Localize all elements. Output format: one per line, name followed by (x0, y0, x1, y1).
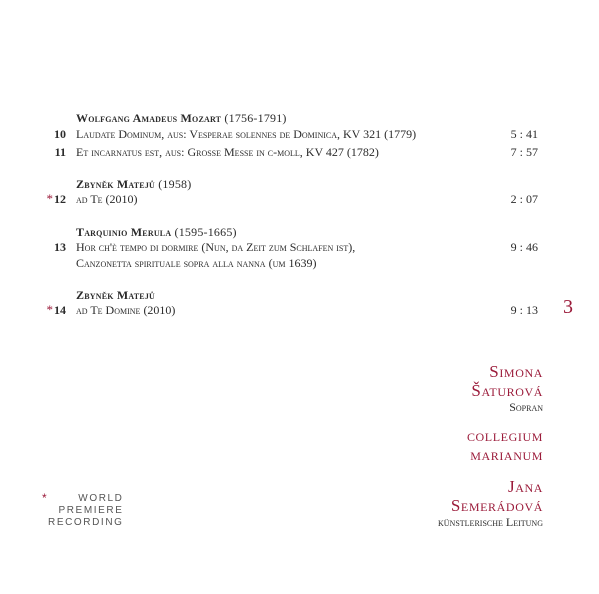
track-title-line2: Canzonetta spirituale sopra alla nanna (um 1639) (76, 256, 317, 270)
premiere-star-icon: * (42, 491, 49, 505)
performer-name-line: Šaturová (471, 381, 543, 400)
performer-name-line: collegium (466, 426, 543, 445)
track-title: ad Te (2010) (76, 192, 138, 206)
track-row (40, 126, 538, 142)
performer-name-line: marianum (470, 445, 543, 464)
page-number: 3 (563, 296, 573, 318)
performer-name-line: Simona (489, 362, 543, 381)
legend-line: WORLD (78, 493, 124, 504)
performer-name-line: Semerádová (450, 496, 543, 515)
performer-name-line: Jana (507, 477, 543, 496)
world-premiere-legend (42, 491, 124, 529)
track-row (40, 239, 538, 255)
track-title: Et incarnatus est, aus: Grosse Messe in c-moll, KV 427 (1782) (76, 145, 379, 159)
composer-heading (76, 225, 237, 240)
track-number: *14 (46, 302, 66, 317)
track-row-continued (40, 255, 538, 271)
composer-name: Zbyněk Matejů (76, 288, 156, 302)
track-title: Laudate Dominum, aus: Vesperae solennes de Dominica, KV 321 (1779) (76, 127, 417, 141)
performer-role: künstlerische Leitung (438, 515, 543, 529)
composer-name: Wolfgang Amadeus Mozart (76, 111, 222, 125)
track-title: ad Te Domine (2010) (76, 303, 176, 317)
track-duration: 9 : 13 (510, 303, 538, 317)
composer-heading (76, 111, 287, 126)
track-number: *12 (46, 191, 66, 206)
track-duration: 2 : 07 (510, 192, 538, 206)
composer-dates: (1595-1665) (174, 225, 237, 239)
performer-block (438, 477, 543, 529)
track-duration: 7 : 57 (510, 145, 538, 159)
composer-heading (76, 177, 191, 192)
legend-line: PREMIERE (58, 505, 124, 516)
composer-name: Zbyněk Matejů (76, 177, 156, 191)
performer-block (467, 426, 543, 464)
track-duration: 5 : 41 (510, 127, 538, 141)
composer-heading (76, 288, 155, 303)
track-number: 11 (54, 145, 66, 159)
premiere-star-icon: * (46, 191, 53, 206)
performer-role: Sopran (509, 400, 543, 414)
track-number: 13 (54, 240, 66, 254)
track-row (40, 302, 538, 318)
legend-line: RECORDING (48, 517, 124, 528)
performer-block (471, 362, 543, 414)
track-number: 10 (54, 127, 66, 141)
track-title: Hor ch'è tempo di dormire (Nun, da Zeit zum Schlafen ist), (76, 240, 356, 254)
track-row (40, 191, 538, 207)
composer-name: Tarquinio Merula (76, 225, 172, 239)
premiere-star-icon: * (46, 302, 53, 317)
composer-dates: (1756-1791) (224, 111, 287, 125)
track-row (40, 144, 538, 160)
composer-dates: (1958) (158, 177, 192, 191)
track-duration: 9 : 46 (510, 240, 538, 254)
